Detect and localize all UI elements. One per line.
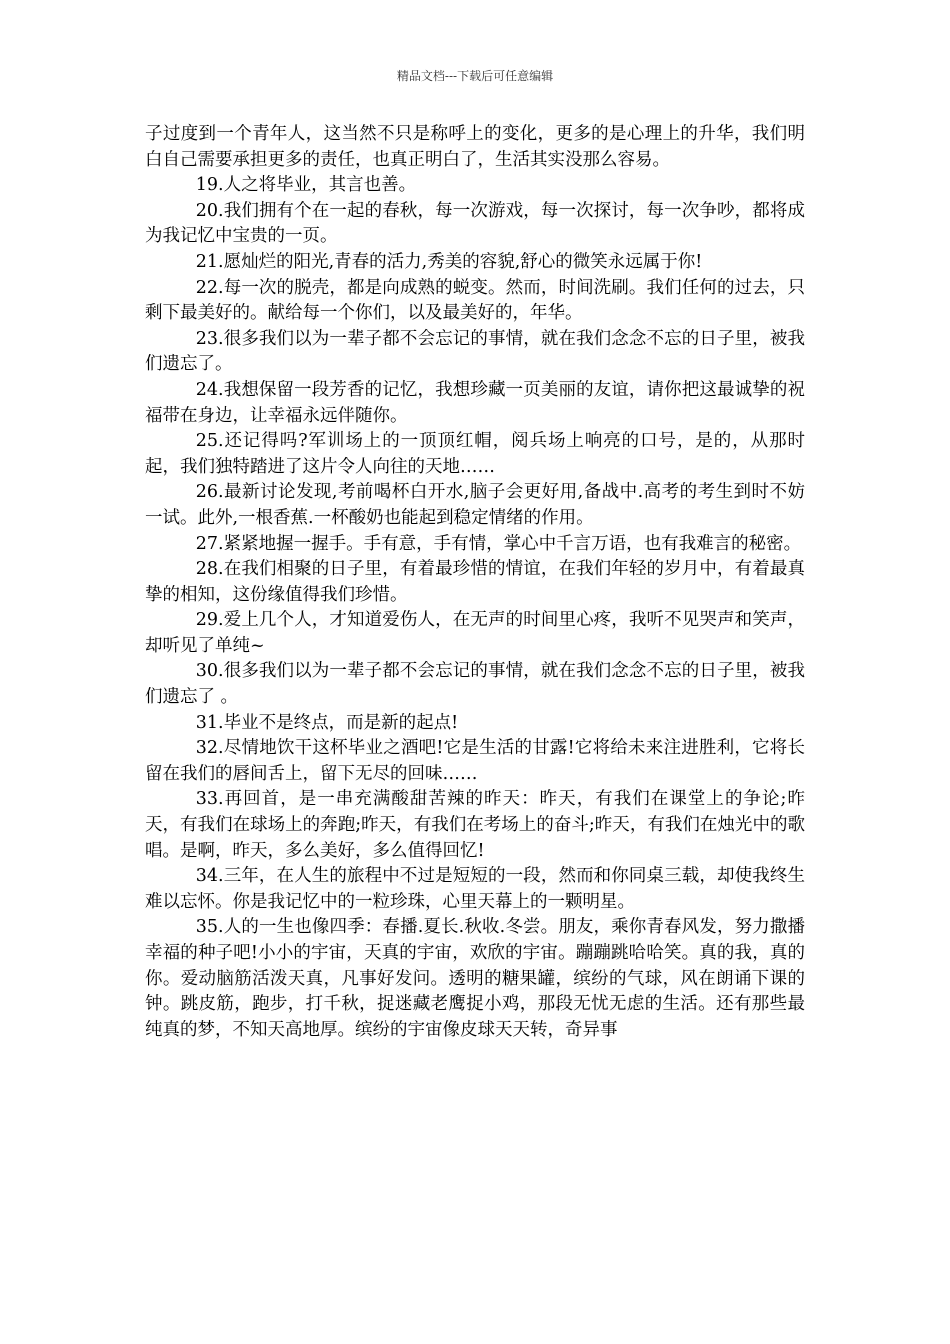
paragraph-continued: 子过度到一个青年人，这当然不只是称呼上的变化，更多的是心理上的升华，我们明白自己需要承担更多的责任，也真正明白了，生活其实没那么容易。 [145,124,805,170]
paragraph-32: 32.尽情地饮干这杯毕业之酒吧!它是生活的甘露!它将给未来注进胜利，它将长留在我们的唇间舌上，留下无尽的回味…… [145,738,805,784]
paragraph-33: 33.再回首，是一串充满酸甜苦辣的昨天：昨天，有我们在课堂上的争论;昨天，有我们在球场上的奔跑;昨天，有我们在考场上的奋斗;昨天，有我们在烛光中的歌唱。是啊，昨天，多么美好，多么值得回忆! [145,789,805,861]
document-body [145,122,805,1043]
paragraph-23: 23.很多我们以为一辈子都不会忘记的事情，就在我们念念不忘的日子里，被我们遗忘了。 [145,328,805,375]
paragraph-22: 22.每一次的脱壳，都是向成熟的蜕变。然而，时间洗刷。我们任何的过去，只剩下最美好的。献给每一个你们，以及最美好的，年华。 [145,277,805,324]
paragraph-24: 24.我想保留一段芳香的记忆，我想珍藏一页美丽的友谊，请你把这最诚挚的祝福带在身边，让幸福永远伴随你。 [145,379,805,426]
paragraph-21: 21.愿灿烂的阳光,青春的活力,秀美的容貌,舒心的微笑永远属于你! [195,251,703,272]
paragraph-20: 20.我们拥有个在一起的春秋，每一次游戏，每一次探讨，每一次争吵，都将成为我记忆中宝贵的一页。 [145,200,805,247]
paragraph-35: 35.人的一生也像四季：春播.夏长.秋收.冬尝。朋友，乘你青春风发，努力撒播幸福的种子吧!小小的宇宙，天真的宇宙，欢欣的宇宙。蹦蹦跳哈哈笑。真的我，真的你。爱动脑筋活泼天真，凡事好发问。透明的糖果罐，缤纷的气球，风在朗诵下课的钟。跳皮筋，跑步，打千秋，捉迷藏老鹰捉小鸡，那段无忧无虑的生活。还有那些最纯真的梦，不知天高地厚。缤纷的宇宙像皮球天天转，奇异事 [145,917,805,1040]
paragraph-26: 26.最新讨论发现,考前喝杯白开水,脑子会更好用,备战中.高考的考生到时不妨一试。此外,一根香蕉.一杯酸奶也能起到稳定情绪的作用。 [145,482,805,528]
paragraph-25: 25.还记得吗?军训场上的一顶顶红帽，阅兵场上响亮的口号，是的，从那时起，我们独特踏进了这片令人向往的天地…… [145,431,805,477]
paragraph-19: 19.人之将毕业，其言也善。 [195,175,417,196]
page-header: 精品文档---下载后可任意编辑 [396,69,554,83]
paragraph-28: 28.在我们相聚的日子里，有着最珍惜的情谊，在我们年轻的岁月中，有着最真挚的相知，这份缘值得我们珍惜。 [145,559,805,605]
paragraph-31: 31.毕业不是终点，而是新的起点! [195,712,459,733]
paragraph-30: 30.很多我们以为一辈子都不会忘记的事情，就在我们念念不忘的日子里，被我们遗忘了 。 [145,661,805,708]
paragraph-29: 29.爱上几个人，才知道爱伤人，在无声的时间里心疼，我听不见哭声和笑声，却听见了单纯~ [145,610,805,656]
paragraph-27: 27.紧紧地握一握手。手有意，手有情，掌心中千言万语，也有我难言的秘密。 [195,533,802,554]
paragraph-34: 34.三年，在人生的旅程中不过是短短的一段，然而和你同桌三载，却使我终生难以忘怀。你是我记忆中的一粒珍珠，心里天幕上的一颗明星。 [145,866,805,912]
